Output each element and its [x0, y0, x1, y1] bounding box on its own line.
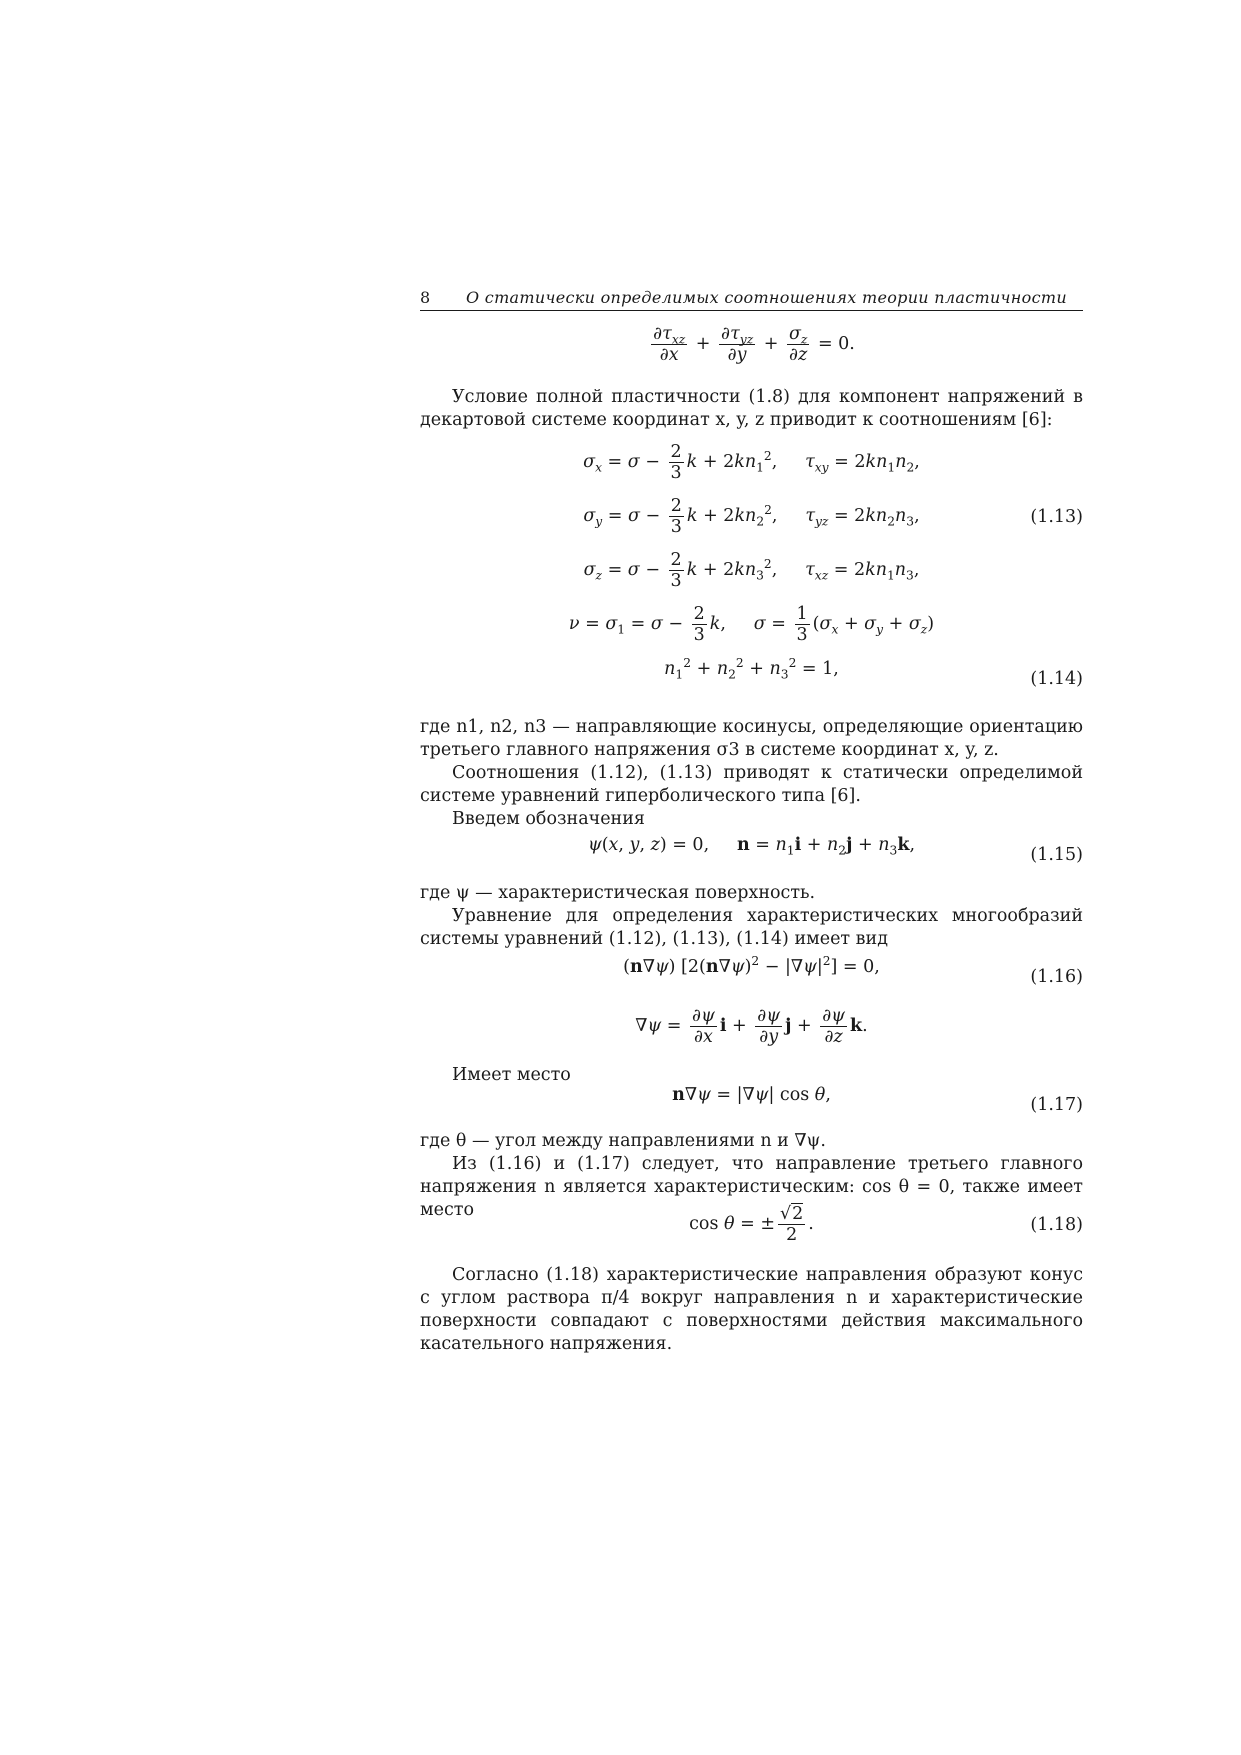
- running-title: О статически определимых соотношениях теории пластичности: [466, 288, 1067, 307]
- equation-1-14: $n_1^2 + n_2^2 + n_3^2 = 1$, (1.14): [664, 656, 1083, 689]
- paragraph-7: Имеет место: [452, 1065, 571, 1085]
- paragraph-9: Из (1.16) и (1.17) следует, что направление третьего главного напряжения n является характеристическим: cos θ = 0, также имеет место: [420, 1154, 1083, 1220]
- paragraph-8: где θ — угол между направлениями n и ∇ψ.: [420, 1131, 826, 1151]
- equation-1-15: ψ(x, y, z) = 0, $n = n_1i + n_2j + n_3k$, (1.15): [587, 835, 1083, 865]
- equation-1-13-line-1: $\sigma_x = \sigma$ − $\frac{2}{3}$ $k + 2kn_1^2$, $\tau_{xy} = 2kn_1n_2$,: [583, 442, 920, 483]
- spacer: [420, 619, 1083, 663]
- page-number: 8: [420, 288, 431, 307]
- equation-top: $\frac{\partial\tau_{xz}}{\partial x}$ + $\frac{\partial\tau_{yz}}{\partial y}$ + $\frac{\sigma_z}{\partial z}$ = 0.: [653, 324, 855, 365]
- equation-number: (1.13): [1030, 507, 1083, 527]
- equation-1-13-line-4: $\nu = \sigma_1 = \sigma$ − $\frac{2}{3}$ k, σ = $\frac{1}{3}$ $(\sigma_x + \sigma_y + \sigma_z)$: [568, 604, 935, 645]
- equation-1-17: n∇ψ = |∇ψ| cos θ, (1.17): [672, 1085, 1083, 1115]
- equation-number: (1.18): [1030, 1215, 1083, 1235]
- equation-number: (1.15): [1030, 845, 1083, 865]
- paragraph-3: Соотношения (1.12), (1.13) приводят к статически определимой системе уравнений гиперболического типа [6].: [420, 763, 1083, 806]
- equation-number: (1.17): [1030, 1095, 1083, 1115]
- running-header: [420, 288, 1083, 311]
- equation-1-18: cos θ = ± $\frac{√2}{2}$ . (1.18): [689, 1204, 1083, 1245]
- equation-gradient: ∇ψ = $\frac{\partial\psi}{\partial x}$ i + $\frac{\partial\psi}{\partial y}$ j + $\frac{\partial\psi}{\partial z}$ k.: [635, 1006, 868, 1047]
- equation-1-16: (n∇ψ) $[2(n\nabla\psi)^2 - |\nabla\psi|^2] = 0$, (1.16): [623, 954, 1083, 987]
- paragraph-5: где ψ — характеристическая поверхность.: [420, 883, 816, 903]
- equation-number: (1.16): [1030, 967, 1083, 987]
- equation-number: (1.14): [1030, 669, 1083, 689]
- paragraph-10: Согласно (1.18) характеристические направления образуют конус с углом раствора π/4 вокруг направления n и характеристические поверхности совпадают с поверхностями действия максимального касательного напряжения.: [420, 1265, 1083, 1354]
- paragraph-6: Уравнение для определения характеристических многообразий системы уравнений (1.12), (1.13), (1.14) имеет вид: [420, 906, 1083, 949]
- equation-1-13-line-3: $\sigma_z = \sigma$ − $\frac{2}{3}$ $k + 2kn_3^2$, $\tau_{xz} = 2kn_1n_3$,: [583, 550, 920, 591]
- paragraph-2: где n1, n2, n3 — направляющие косинусы, определяющие ориентацию третьего главного напряжения σ3 в системе координат x, y, z.: [420, 717, 1083, 760]
- equation-1-13-line-2: $\sigma_y = \sigma$ − $\frac{2}{3}$ $k + 2kn_2^2$, $\tau_{yz} = 2kn_2n_3$, (1.13): [583, 496, 1083, 537]
- paragraph-1: Условие полной пластичности (1.8) для компонент напряжений в декартовой системе координат x, y, z приводит к соотношениям [6]:: [420, 387, 1083, 430]
- paragraph-4: Введем обозначения: [452, 809, 645, 829]
